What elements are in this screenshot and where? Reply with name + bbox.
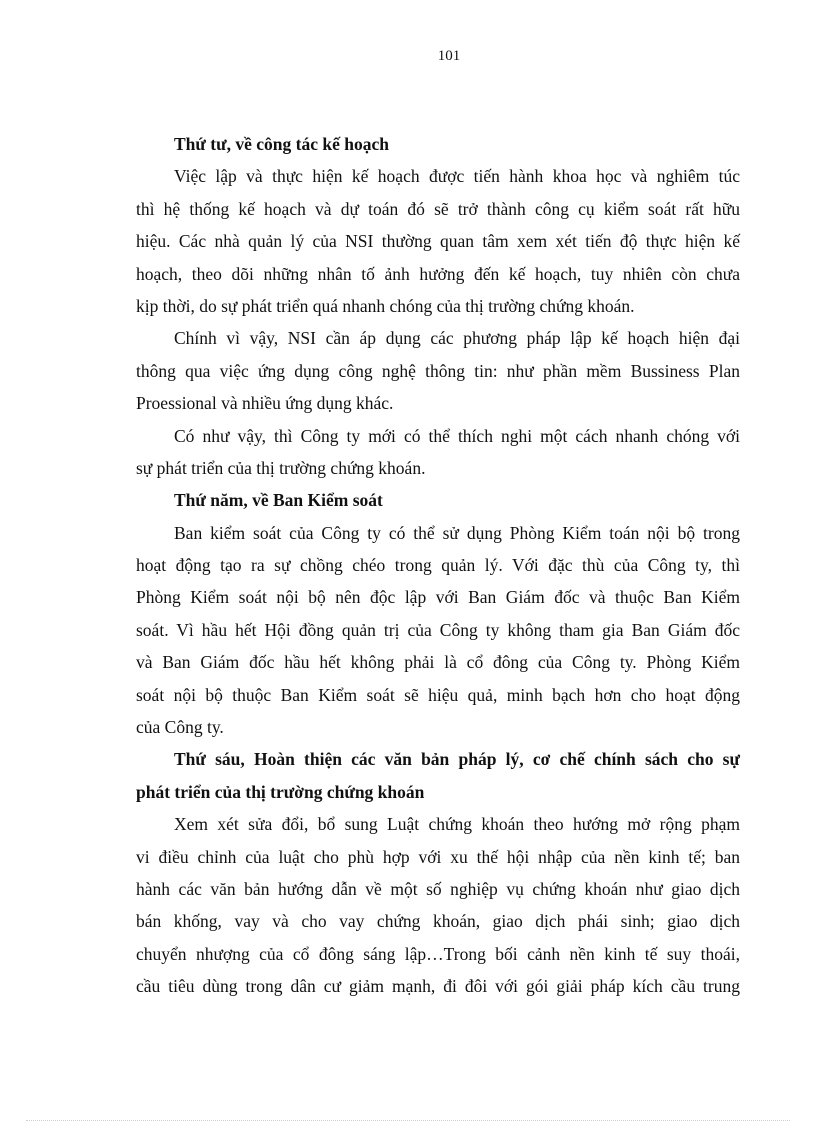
paragraph-line: hoạt động tạo ra sự chồng chéo trong quản lý. Với đặc thù của Công ty, thì xyxy=(136,555,740,576)
paragraph-line: Proessional và nhiều ứng dụng khác. xyxy=(136,393,394,414)
page-bottom-divider xyxy=(26,1120,790,1121)
paragraph-line: của Công ty. xyxy=(136,717,224,738)
paragraph-line: Ban kiểm soát của Công ty có thể sử dụng Phòng Kiểm toán nội bộ trong xyxy=(174,522,740,543)
section-heading-line: Thứ sáu, Hoàn thiện các văn bản pháp lý, cơ chế chính sách cho sự xyxy=(174,749,740,770)
paragraph-line: hiệu. Các nhà quản lý của NSI thường quan tâm xem xét tiến độ thực hiện kế xyxy=(136,231,740,252)
paragraph-line: bán khống, vay và cho vay chứng khoán, giao dịch phái sinh; giao dịch xyxy=(136,911,740,932)
paragraph-line: Xem xét sửa đổi, bổ sung Luật chứng khoán theo hướng mở rộng phạm xyxy=(174,814,740,835)
document-body xyxy=(136,128,740,1003)
section-heading-line: Thứ tư, về công tác kế hoạch xyxy=(174,134,389,154)
paragraph-line: sự phát triển của thị trường chứng khoán. xyxy=(136,457,426,478)
paragraph-line: cầu tiêu dùng trong dân cư giảm mạnh, đi đôi với gói giải pháp kích cầu trung xyxy=(136,976,740,997)
page-number: 101 xyxy=(437,48,461,64)
paragraph-line: chuyển nhượng của cổ đông sáng lập…Trong bối cảnh nền kinh tế suy thoái, xyxy=(136,943,740,964)
paragraph-line: và Ban Giám đốc hầu hết không phải là cổ đông của Công ty. Phòng Kiểm xyxy=(136,652,740,673)
section-heading-line: phát triển của thị trường chứng khoán xyxy=(136,781,425,802)
paragraph-line: thông qua việc ứng dụng công nghệ thông tin: như phần mềm Bussiness Plan xyxy=(136,360,740,381)
paragraph-line: kịp thời, do sự phát triển quá nhanh chóng của thị trường chứng khoán. xyxy=(136,295,635,316)
paragraph-line: Phòng Kiểm soát nội bộ nên độc lập với Ban Giám đốc và thuộc Ban Kiểm xyxy=(136,587,740,608)
paragraph-line: Có như vậy, thì Công ty mới có thể thích nghi một cách nhanh chóng với xyxy=(174,425,740,446)
paragraph-line: thì hệ thống kế hoạch và dự toán đó sẽ trở thành công cụ kiểm soát rất hữu xyxy=(136,198,740,219)
paragraph-line: hoạch, theo dõi những nhân tố ảnh hưởng đến kế hoạch, tuy nhiên còn chưa xyxy=(136,263,740,284)
paragraph-line: Việc lập và thực hiện kế hoạch được tiến hành khoa học và nghiêm túc xyxy=(174,166,740,187)
paragraph-line: Chính vì vậy, NSI cần áp dụng các phương pháp lập kế hoạch hiện đại xyxy=(174,328,740,349)
paragraph-line: soát nội bộ thuộc Ban Kiểm soát sẽ hiệu quả, minh bạch hơn cho hoạt động xyxy=(136,684,740,705)
paragraph-line: vi điều chỉnh của luật cho phù hợp với xu thế hội nhập của nền kinh tế; ban xyxy=(136,846,740,867)
paragraph-line: hành các văn bản hướng dẫn về một số nghiệp vụ chứng khoán như giao dịch xyxy=(136,878,740,899)
section-heading-line: Thứ năm, về Ban Kiểm soát xyxy=(174,490,383,511)
paragraph-line: soát. Vì hầu hết Hội đồng quản trị của Công ty không tham gia Ban Giám đốc xyxy=(136,619,740,640)
